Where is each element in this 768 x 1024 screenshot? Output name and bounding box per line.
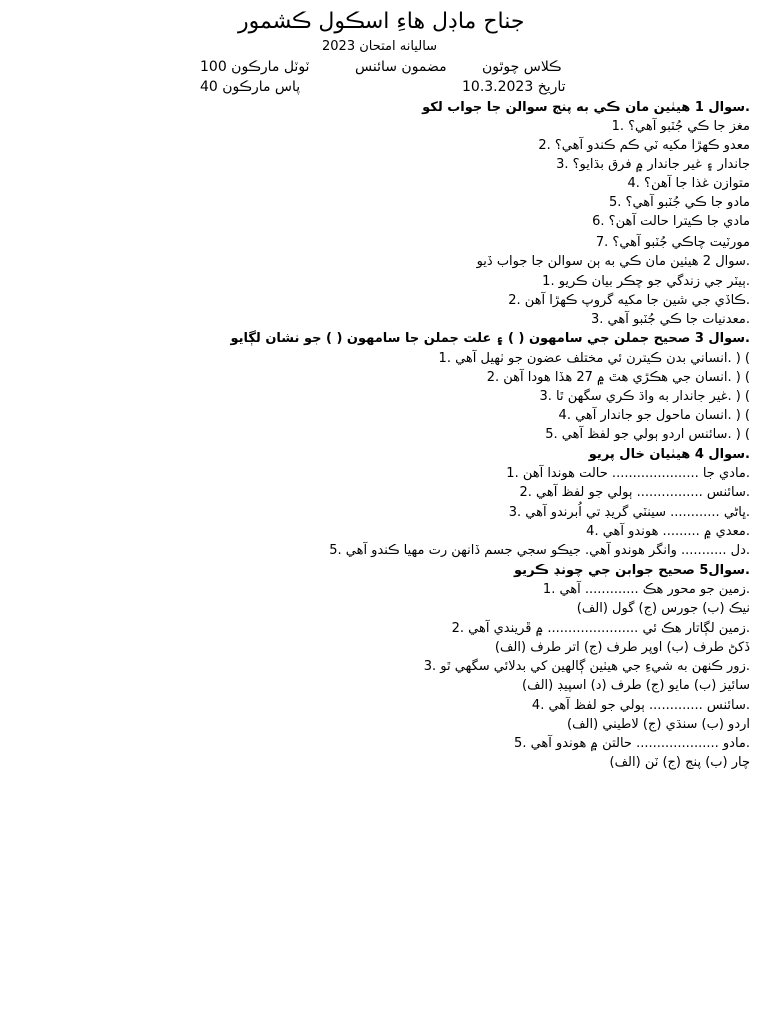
q1-item: مغز جا ڪي جُٽبو آهي؟ .1 xyxy=(611,119,750,134)
subject-label: مضمون سائنس xyxy=(355,59,447,75)
q5-options: اردو (ب) سنڌي (ج) لاطيني (الف) xyxy=(567,717,750,732)
school-title: جناح ماڊل هاءِ اسڪول ڪشمور xyxy=(238,9,525,34)
q1-item: مادي جا ڪيترا حالت آهن؟ .6 xyxy=(592,214,750,229)
q5-question: .زمين جو محور هڪ ............. آهي .1 xyxy=(542,582,750,597)
q3-item: ) ( .سائنس اردو ٻولي جو لفظ آهي .5 xyxy=(545,427,750,442)
q4-item: .مادي جا ..................... حالت هوندا آهن .1 xyxy=(506,466,750,481)
q5-options: ڏکڻ طرف (ب) اوپر طرف (ج) اتر طرف (الف) xyxy=(494,640,750,655)
question-3-heading: .سوال 3 صحيح جملن جي سامهون ( ) ۽ علت جملن جا سامهون ( ) جو نشان لڳايو xyxy=(230,331,750,346)
q5-question: .مادو .................... حالتن ۾ هوندو آهي .5 xyxy=(514,736,750,751)
question-4-heading: .سوال 4 هيٺيان خال پريو xyxy=(588,447,750,462)
q5-options: چار (ب) پنج (ج) ٽن (الف) xyxy=(609,755,750,770)
q4-item: .ڀاڻي ............ سينٽي گريڊ تي اُبرندو آهي .3 xyxy=(508,505,750,520)
q5-options: نيڪ (ب) جورس (ج) گول (الف) xyxy=(576,601,750,616)
class-label: ڪلاس چوٿون xyxy=(482,59,562,75)
q3-item: ) ( .انساني بدن ڪيترن ئي مختلف عضون جو ٺهيل آهي .1 xyxy=(438,351,750,366)
q1-item: متوازن غذا جا آهن؟ .4 xyxy=(627,176,750,191)
total-marks-label: ٽوٽل مارڪون 100 xyxy=(200,59,310,75)
q5-question: .زمين لڳاتار هڪ ئي ...................... ۾ ڦريندي آهي .2 xyxy=(451,621,750,636)
q2-item: .معدنيات جا ڪي جُٽبو آهي .3 xyxy=(590,312,750,327)
q4-item: .دل ........... وانگر هوندو آهي. جيڪو سجي جسم ڏانهن رت مهيا ڪندو آهي .5 xyxy=(329,543,750,558)
q4-item: .معدي ۾ ......... هوندو آهي .4 xyxy=(586,524,750,539)
q1-item: مادو جا ڪي جُٽبو آهي؟ .5 xyxy=(609,195,750,210)
q3-item: ) ( .غير جاندار به واڌ ڪري سگهن ٿا .3 xyxy=(539,389,750,404)
q2-item: .ٻيٽر جي زندگي جو چڪر بيان ڪريو .1 xyxy=(542,274,750,289)
exam-title: سالیانه امتحان 2023 xyxy=(322,39,438,54)
q3-item: ) ( .انسان ماحول جو جاندار آهي .4 xyxy=(558,408,750,423)
pass-marks-label: پاس مارڪون 40 xyxy=(200,79,301,95)
q1-item: جاندار ۽ غير جاندار ۾ فرق بڌايو؟ .3 xyxy=(556,157,750,172)
q2-item: .ڪاڏي جي شين جا مکيه گروپ ڪهڙا آهن .2 xyxy=(508,293,750,308)
date-label: تاريخ 10.3.2023 xyxy=(462,79,566,95)
q3-item: ) ( .انسان جي هڪڙي هٿ ۾ 27 هڏا هودا آهن .2 xyxy=(486,370,750,385)
question-2-heading: .سوال 2 هيٺين مان ڪي به ٻن سوالن جا جواب ڏيو xyxy=(476,254,750,269)
q4-item: .سائنس ................ ٻولي جو لفظ آهي .2 xyxy=(519,485,750,500)
question-5-heading: .سوال5 صحيح جوابن جي چونڊ ڪريو xyxy=(514,563,750,578)
q1-item: مورٽيت چاڪي جُٽبو آهي؟ .7 xyxy=(595,235,750,250)
q1-item: معدو ڪهڙا مکيه ٽي ڪم ڪندو آهي؟ .2 xyxy=(538,138,750,153)
q5-question: .زور ڪنهن به شيءِ جي هيٺين ڳالهين کي بدلائي سگهي ٿو .3 xyxy=(423,659,750,674)
question-1-heading: .سوال 1 هيٺين مان ڪي به پنج سوالن جا جواب لکو xyxy=(422,100,750,115)
q5-options: سائيز (ب) مايو (ج) طرف (د) اسپيڊ (الف) xyxy=(522,678,750,693)
q5-question: .سائنس ............. ٻولي جو لفظ آهي .4 xyxy=(531,698,750,713)
